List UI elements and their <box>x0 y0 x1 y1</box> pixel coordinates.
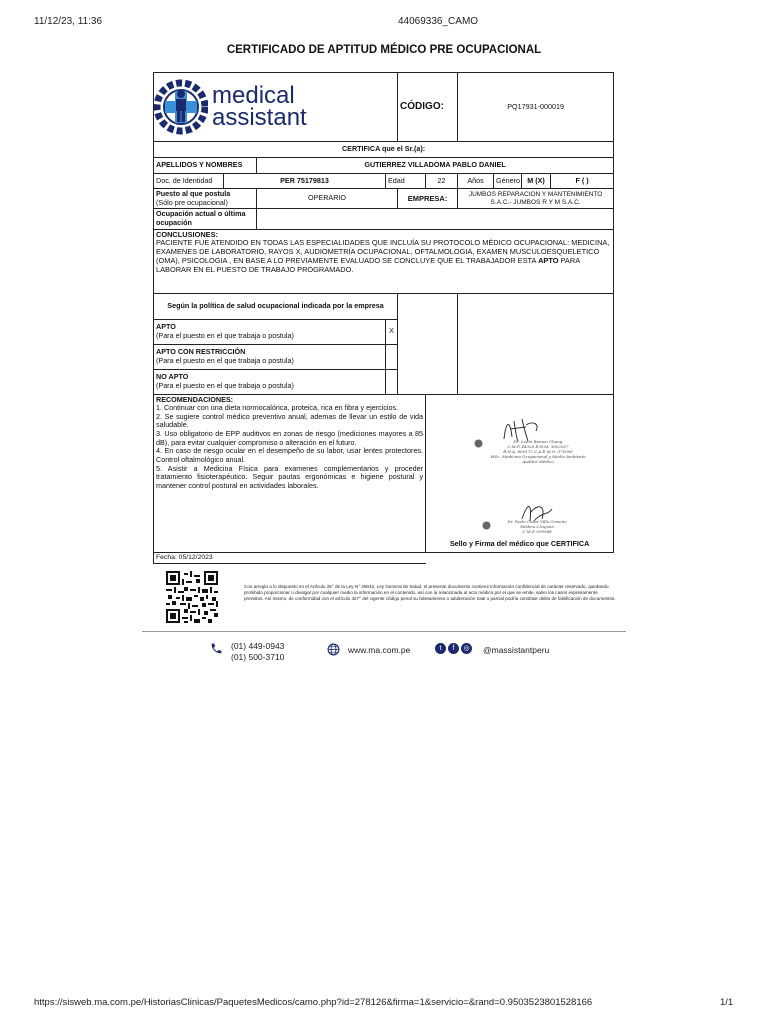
phone-1: (01) 449-0943 <box>231 641 285 651</box>
recommendation-item: 4. En caso de riesgo ocular en el desempeño de su labor, usar lentes protectores. Control oftalmológico anual. <box>156 446 424 465</box>
doctor2-stamp: Dr. Paolo Cesar Villa Ormeño Médico Cirujano C.M.P. 099948 <box>507 518 567 534</box>
option-apto-mark: X <box>386 319 398 344</box>
recommendation-item: 5. Asistir a Medicina Física para examenes complementarios y proceder tratamiento fisioterapéutico. Seguir pautas ergonómicas e higiene postural y mantener control postural en actividades laborales. <box>156 463 424 490</box>
recommendations-label: RECOMENDACIONES: <box>156 394 234 404</box>
age-label: Edad <box>386 174 426 189</box>
legal-notice: Con arreglo a lo dispuesto en el Artículo 25° de la Ley N° 26842, Ley General de Salud, el presente documento contiene información confidencial de carácter reservado, quedando prohibido proporcionar o divulgar por cualquier medio la información en el contenido, así con la relacionada al acto médico por el que se emite, salvo los casos expresamente previstos. Así mismo, de conformidad con el artículo 427° del vigente código penal su falseamiento o adulteración total o parcial podría constituir delito de falsificación de documentos. <box>244 584 616 601</box>
name-label: APELLIDOS Y NOMBRES <box>154 158 257 174</box>
medical-assistant-logo-icon <box>154 76 208 138</box>
patient-name: GUTIERREZ VILLADOMA PABLO DANIEL <box>257 158 614 174</box>
conclusions-label: CONCLUSIONES: <box>156 229 219 239</box>
recommendations-cell <box>154 394 426 552</box>
age-value: 22 <box>426 174 458 189</box>
logo-cell <box>154 73 398 142</box>
company-value: JUMBOS REPARACION Y MANTENIMIENTO S.A.C.- JUMBOS R Y M S.A.C. <box>458 189 614 209</box>
codigo-value: PQ17931-000019 <box>458 73 614 142</box>
policy-blank <box>398 293 458 394</box>
print-url: https://sisweb.ma.com.pe/HistoriasClinicas/PaquetesMedicos/camo.php?id=278126&firma=1&servicio=&rand=0.9503523801528166 <box>34 997 593 1008</box>
seal-1-icon <box>474 439 483 448</box>
gender-m: M (X) <box>522 174 551 189</box>
doctor1-stamp: Dr. Leoni Ramon Chang C.M.P. 44328 R.N.M. 3602057 R.N.A. 800172 C.A.E.M.O. 071090 MSc. Medicina Ocupacional y Medio Ambiente Auditor Médico <box>490 438 586 464</box>
option-apto-restriccion-mark <box>386 344 398 369</box>
position-value: OPERARIO <box>257 189 398 209</box>
option-apto-restriccion: APTO CON RESTRICCIÓN (Para el puesto en el que trabaja o postula) <box>154 344 386 369</box>
globe-icon <box>327 643 340 656</box>
document-title: CERTIFICADO DE APTITUD MÉDICO PRE OCUPACIONAL <box>226 44 542 56</box>
codigo-label: CÓDIGO: <box>398 73 458 142</box>
stamp-label: Sello y Firma del médico que CERTIFICA <box>449 538 590 548</box>
option-no-apto-mark <box>386 369 398 394</box>
phone-2: (01) 500-3710 <box>231 652 285 662</box>
fecha: Fecha: 05/12/2023 <box>154 552 426 563</box>
twitter-icon[interactable]: t <box>435 643 446 654</box>
signature-cell <box>426 394 614 552</box>
print-datetime: 11/12/23, 11:36 <box>34 16 103 27</box>
current-occupation-label: Ocupación actual o última ocupación <box>154 209 257 229</box>
position-sub: (Sólo pre ocupacional) <box>156 197 228 207</box>
certifica-line: CERTIFICA que el Sr.(a): <box>154 142 614 158</box>
position-label-cell <box>154 189 257 209</box>
doc-label: Doc. de Identidad <box>154 174 224 189</box>
conclusions-cell <box>154 229 614 293</box>
website-link[interactable]: www.ma.com.pe <box>348 645 411 655</box>
social-handle[interactable]: @massistantperu <box>483 645 550 655</box>
print-page-number: 1/1 <box>720 997 734 1008</box>
policy-blank-right <box>458 293 614 394</box>
instagram-icon[interactable]: ◎ <box>461 643 472 654</box>
gender-f: F ( ) <box>551 174 614 189</box>
option-apto: APTO (Para el puesto en el que trabaja o postula) <box>154 319 386 344</box>
recommendation-item: 3. Uso obligatorio de EPP auditivos en zonas de riesgo (mediciones mayores a 85 dB), para evitar cualquier compromiso o alteración en el futuro. <box>156 429 424 447</box>
gender-label: Género <box>494 174 522 189</box>
footer-divider <box>142 631 626 632</box>
recommendation-item: 1. Continuar con una dieta normocalórica, proteica, rica en fibra y ejercicios. <box>156 403 399 413</box>
social-icons <box>435 643 474 654</box>
qr-code <box>166 571 218 623</box>
print-doc-title: 44069336_CAMO <box>398 16 479 27</box>
age-unit: Años <box>458 174 494 189</box>
facebook-icon[interactable]: f <box>448 643 459 654</box>
phone-icon <box>210 642 223 655</box>
doc-value: PER 75179813 <box>224 174 386 189</box>
phone-numbers <box>231 641 284 663</box>
policy-header: Según la política de salud ocupacional indicada por la empresa <box>154 293 398 319</box>
position-label: Puesto al que postula <box>156 189 231 198</box>
current-occupation-value <box>257 209 614 229</box>
logo-wordmark: medical assistant <box>212 82 307 131</box>
option-no-apto: NO APTO (Para el puesto en el que trabaja o postula) <box>154 369 386 394</box>
company-label: EMPRESA: <box>398 189 458 209</box>
conclusions-text: PACIENTE FUE ATENDIDO EN TODAS LAS ESPECIALIDADES QUE INCLUÍA SU PROTOCOLO MÉDICO OCUPACIONAL: MEDICINA, EXAMENES DE LABORATORIO, RAYOS X, AUDIOMETRÍA OCUPACIONAL, OFTALMOLOGIA, EXAMEN MUSCULOESQUELETICO (OMA), PSICOLOGIA , EN BASE A LO PREVIAMENTE EVALUADO SE CONCLUYE QUE EL TRABAJADOR ESTA APTO PARA LABORAR EN EL PUESTO DE TRABAJO PROGRAMADO. <box>156 238 610 275</box>
recommendation-item: 2. Se sugiere control médico preventivo anual, ademas de llevar un estilo de vida saludable. <box>156 411 424 430</box>
seal-2-icon <box>482 521 491 530</box>
certificate-table <box>153 72 614 564</box>
